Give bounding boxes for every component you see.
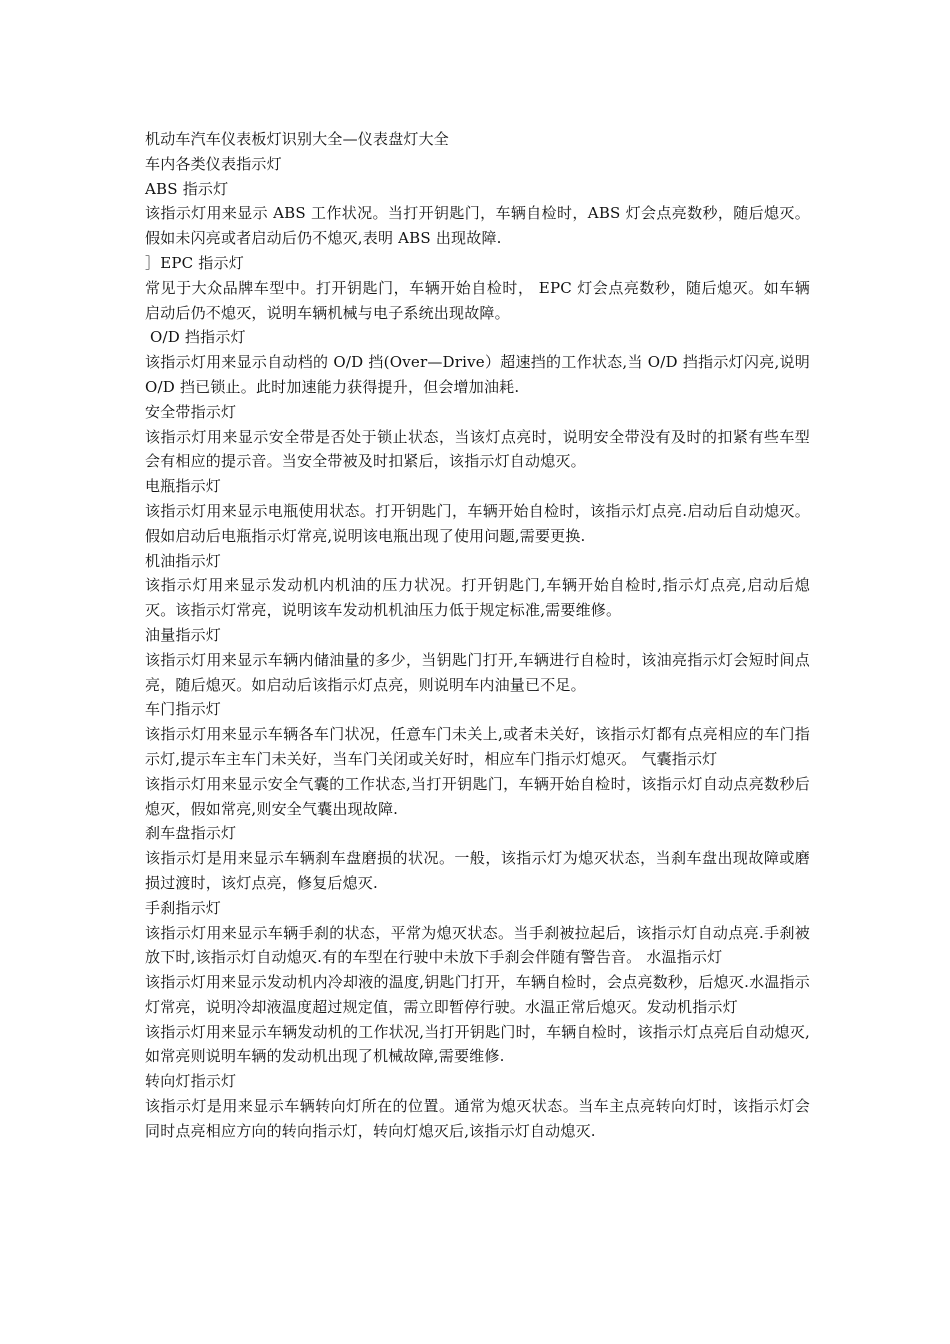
document-page [145, 127, 810, 1144]
section-heading-seatbelt: 安全带指示灯 [145, 402, 237, 421]
section-heading-oil: 机油指示灯 [145, 551, 222, 570]
section-body-battery: 该指示灯用来显示电瓶使用状态。打开钥匙门，车辆开始自检时，该指示灯点亮.启动后自动熄灭。假如启动后电瓶指示灯常亮,说明该电瓶出现了使用问题,需要更换. [145, 501, 810, 545]
section-heading-battery: 电瓶指示灯 [145, 477, 222, 496]
section-body-door: 该指示灯用来显示车辆各车门状况，任意车门未关上,或者未关好，该指示灯都有点亮相应的车门指示灯,提示车主车门未关好，当车门关闭或关好时，相应车门指示灯熄灭。 气囊指示灯 [145, 725, 810, 768]
section-body-fuel: 该指示灯用来显示车辆内储油量的多少，当钥匙门打开,车辆进行自检时，该油亮指示灯会短时间点亮，随后熄灭。如启动后该指示灯点亮，则说明车内油量已不足。 [145, 650, 810, 694]
section-heading-fuel: 油量指示灯 [145, 625, 222, 644]
section-heading-od: O/D 挡指示灯 [145, 328, 246, 347]
section-body-oil: 该指示灯用来显示发动机内机油的压力状况。打开钥匙门,车辆开始自检时,指示灯点亮,启动后熄灭。该指示灯常亮，说明该车发动机机油压力低于规定标准,需要维修。 [145, 576, 810, 620]
section-heading-brake-disc: 刹车盘指示灯 [145, 824, 237, 843]
document-subtitle: 车内各类仪表指示灯 [145, 154, 282, 173]
section-body-turn-signal: 该指示灯是用来显示车辆转向灯所在的位置。通常为熄灭状态。当车主点亮转向灯时，该指示灯会同时点亮相应方向的转向指示灯，转向灯熄灭后,该指示灯自动熄灭. [145, 1097, 810, 1140]
section-heading-door: 车门指示灯 [145, 700, 222, 719]
section-heading-epc: ］EPC 指示灯 [145, 253, 244, 272]
section-body-brake-disc: 该指示灯是用来显示车辆刹车盘磨损的状况。一般，该指示灯为熄灭状态，当刹车盘出现故障或磨损过渡时，该灯点亮，修复后熄灭. [145, 849, 810, 892]
section-heading-abs: ABS 指示灯 [145, 179, 229, 198]
section-body-abs: 该指示灯用来显示 ABS 工作状况。当打开钥匙门，车辆自检时，ABS 灯会点亮数秒，随后熄灭。假如未闪亮或者启动后仍不熄灭,表明 ABS 出现故障. [145, 204, 810, 248]
section-body-od: 该指示灯用来显示自动档的 O/D 挡(Over—Drive）超速挡的工作状态,当 O/D 挡指示灯闪亮,说明 O/D 挡已锁止。此时加速能力获得提升，但会增加油耗. [145, 353, 810, 396]
section-body-airbag: 该指示灯用来显示安全气囊的工作状态,当打开钥匙门，车辆开始自检时，该指示灯自动点亮数秒后熄灭，假如常亮,则安全气囊出现故障. [145, 774, 810, 818]
section-body-engine: 该指示灯用来显示车辆发动机的工作状况,当打开钥匙门时，车辆自检时，该指示灯点亮后自动熄灭,如常亮则说明车辆的发动机出现了机械故障,需要维修. [145, 1022, 810, 1066]
document-title: 机动车汽车仪表板灯识别大全—仪表盘灯大全 [145, 130, 450, 148]
section-body-coolant: 该指示灯用来显示发动机内冷却液的温度,钥匙门打开，车辆自检时，会点亮数秒，后熄灭.水温指示灯常亮，说明冷却液温度超过规定值，需立即暂停行驶。水温正常后熄灭。发动机指示灯 [145, 973, 810, 1016]
section-body-seatbelt: 该指示灯用来显示安全带是否处于锁止状态，当该灯点亮时，说明安全带没有及时的扣紧有些车型会有相应的提示音。当安全带被及时扣紧后，该指示灯自动熄灭。 [145, 427, 810, 471]
section-body-handbrake: 该指示灯用来显示车辆手刹的状态，平常为熄灭状态。当手刹被拉起后，该指示灯自动点亮.手刹被放下时,该指示灯自动熄灭.有的车型在行驶中未放下手刹会伴随有警告音。 水温指示灯 [145, 923, 810, 967]
section-heading-handbrake: 手刹指示灯 [145, 898, 222, 917]
section-body-epc: 常见于大众品牌车型中。打开钥匙门，车辆开始自检时， EPC 灯会点亮数秒，随后熄灭。如车辆启动后仍不熄灭，说明车辆机械与电子系统出现故障。 [145, 278, 810, 322]
section-heading-turn-signal: 转向灯指示灯 [145, 1072, 237, 1091]
